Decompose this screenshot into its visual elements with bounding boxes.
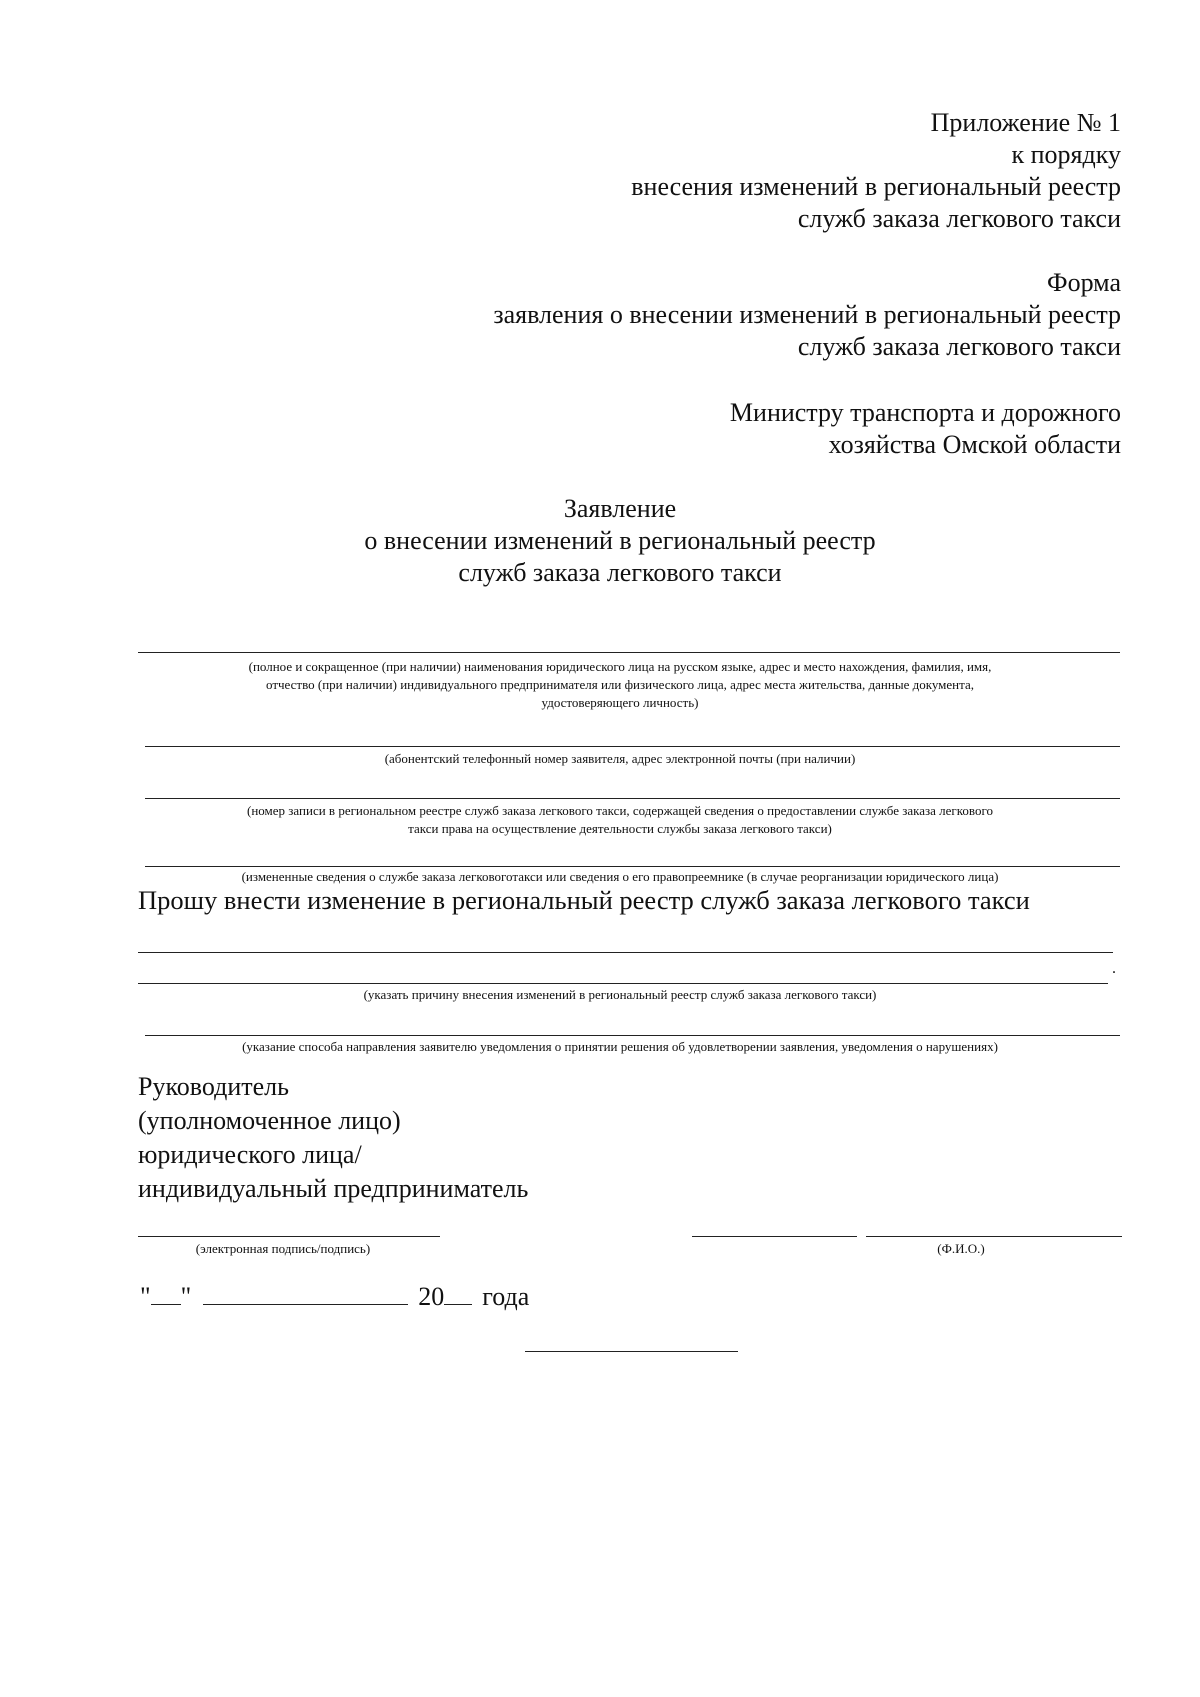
changes-caption: (измененные сведения о службе заказа легковоготакси или сведения о его правопреемнике (в случае реорганизации юридического лица) bbox=[241, 869, 999, 884]
title-line: Заявление bbox=[563, 494, 677, 523]
appendix-line: Приложение № 1 bbox=[930, 108, 1121, 137]
fio-caption: (Ф.И.О.) bbox=[937, 1241, 985, 1256]
end-separator-line bbox=[525, 1351, 738, 1352]
caption-line: (номер записи в региональном реестре служб заказа легкового такси, содержащей сведения о предоставлении службе заказа легкового bbox=[247, 803, 993, 818]
appendix-header bbox=[631, 107, 1121, 235]
reason-caption: (указать причину внесения изменений в региональный реестр служб заказа легкового такси) bbox=[363, 987, 877, 1002]
notification-caption: (указание способа направления заявителю уведомления о принятии решения об удовлетворении заявления, уведомления о нарушениях) bbox=[242, 1039, 998, 1054]
caption-line: удостоверяющего личность) bbox=[541, 695, 699, 710]
signer-line: юридического лица/ bbox=[138, 1140, 362, 1169]
reason-end-dot: . bbox=[1112, 960, 1116, 977]
caption-line: отчество (при наличии) индивидуального предпринимателя или физического лица, адрес места жительства, данные документа, bbox=[266, 677, 974, 692]
applicant-fill-line[interactable] bbox=[138, 652, 1120, 653]
contacts-caption: (абонентский телефонный номер заявителя, адрес электронной почты (при наличии) bbox=[384, 751, 856, 766]
changes-fill-line[interactable] bbox=[145, 866, 1120, 867]
year-prefix: 20 bbox=[418, 1282, 445, 1311]
addressee bbox=[730, 397, 1121, 461]
title-line: служб заказа легкового такси bbox=[458, 558, 782, 587]
form-heading-line: служб заказа легкового такси bbox=[797, 332, 1121, 361]
request-statement: Прошу внести изменение в региональный реестр служб заказа легкового такси bbox=[138, 885, 1030, 915]
signer-line: (уполномоченное лицо) bbox=[138, 1106, 401, 1135]
notification-fill-line[interactable] bbox=[145, 1035, 1120, 1036]
caption-line: (полное и сокращенное (при наличии) наименования юридического лица на русском языке, адрес и место нахождения, фамилия, имя, bbox=[248, 659, 992, 674]
date-row bbox=[140, 1282, 529, 1312]
appendix-line: служб заказа легкового такси bbox=[797, 204, 1121, 233]
month-blank[interactable] bbox=[203, 1300, 408, 1305]
date-close-quote: " bbox=[180, 1282, 192, 1311]
caption-line: такси права на осуществление деятельности службы заказа легкового такси) bbox=[408, 821, 832, 836]
fio-fill-line-2[interactable] bbox=[866, 1236, 1122, 1237]
signer-line: индивидуальный предприниматель bbox=[138, 1174, 529, 1203]
title-line: о внесении изменений в региональный реестр bbox=[364, 526, 876, 555]
appendix-line: внесения изменений в региональный реестр bbox=[631, 172, 1121, 201]
signer-block bbox=[138, 1070, 528, 1206]
signature-fill-line[interactable] bbox=[138, 1236, 440, 1237]
date-open-quote: " bbox=[140, 1282, 151, 1311]
addressee-line: хозяйства Омской области bbox=[828, 430, 1121, 459]
contacts-fill-line[interactable] bbox=[145, 746, 1120, 747]
year-suffix: года bbox=[482, 1282, 530, 1311]
applicant-caption bbox=[120, 658, 1120, 712]
record-caption bbox=[120, 802, 1120, 838]
signature-caption: (электронная подпись/подпись) bbox=[195, 1241, 371, 1256]
form-heading bbox=[493, 267, 1121, 363]
day-blank[interactable] bbox=[151, 1300, 181, 1305]
fio-fill-line-1[interactable] bbox=[692, 1236, 857, 1237]
form-heading-line: Форма bbox=[1047, 268, 1121, 297]
addressee-line: Министру транспорта и дорожного bbox=[729, 398, 1121, 427]
reason-fill-line-2[interactable] bbox=[138, 983, 1108, 984]
reason-fill-line-1[interactable] bbox=[138, 952, 1113, 953]
form-heading-line: заявления о внесении изменений в региональный реестр bbox=[493, 300, 1121, 329]
year-blank[interactable] bbox=[444, 1300, 472, 1305]
appendix-line: к порядку bbox=[1011, 140, 1121, 169]
record-fill-line[interactable] bbox=[145, 798, 1120, 799]
signer-line: Руководитель bbox=[138, 1072, 289, 1101]
document-title bbox=[0, 493, 1200, 589]
